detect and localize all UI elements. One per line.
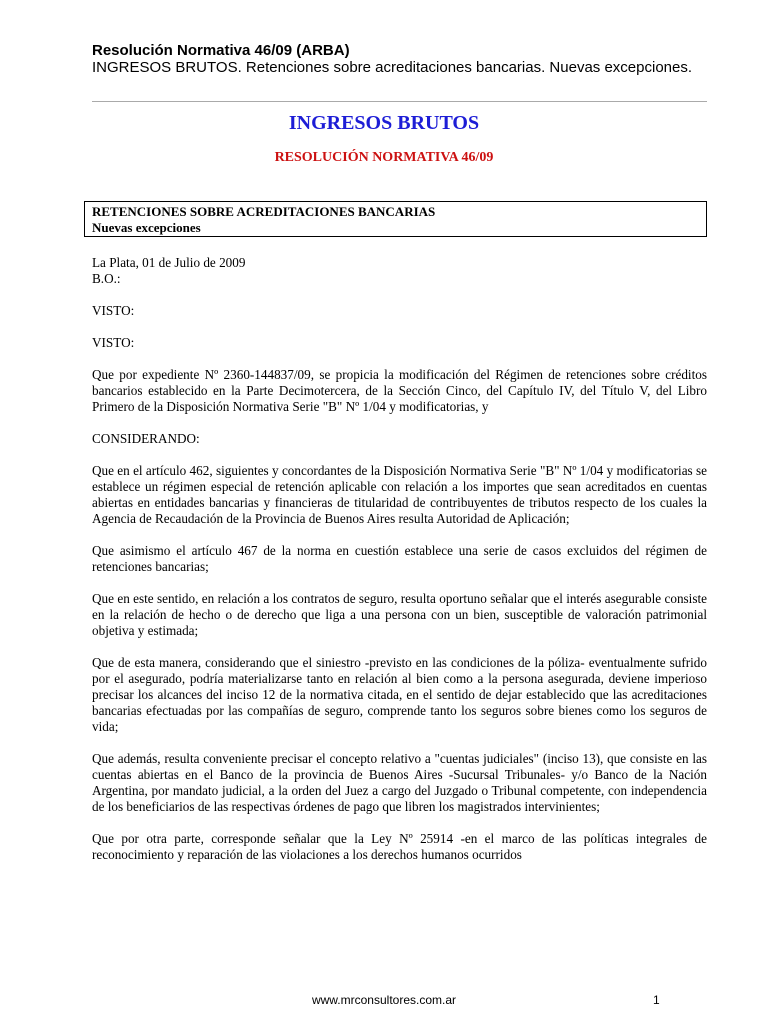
document-title: INGRESOS BRUTOS <box>288 112 480 134</box>
considerando-heading: CONSIDERANDO: <box>92 431 200 446</box>
topic-box-heading: RETENCIONES SOBRE ACREDITACIONES BANCARIAS <box>92 204 436 219</box>
header-subtitle: INGRESOS BRUTOS. Retenciones sobre acreditaciones bancarias. Nuevas excepciones. <box>92 59 693 76</box>
paragraph-articulo-467: Que asimismo el artículo 467 de la norma en cuestión establece una serie de casos excluidos del régimen de retenciones bancarias; <box>92 543 707 574</box>
paragraph-ley-25914: Que por otra parte, corresponde señalar que la Ley Nº 25914 -en el marco de las políticas integrales de reconocimiento y reparación de las violaciones a los derechos humanos ocurridos <box>92 831 707 862</box>
header-title: Resolución Normativa 46/09 (ARBA) <box>92 42 350 59</box>
document-body <box>92 255 707 879</box>
paragraph-expediente: Que por expediente Nº 2360-144837/09, se propicia la modificación del Régimen de retenciones sobre créditos bancarios establecido en la Parte Decimotercera, de la Sección Cinco, del Capítulo IV, del Título V, del Libro Primero de la Disposición Normativa Serie "B" Nº 1/04 y modificatorias, y <box>92 367 707 414</box>
header-divider <box>92 101 707 102</box>
topic-box-subheading: Nuevas excepciones <box>92 220 201 235</box>
footer-url: www.mrconsultores.com.ar <box>311 993 457 1007</box>
page-header <box>92 42 707 76</box>
visto-heading-repeat: VISTO: <box>92 335 135 350</box>
visto-heading: VISTO: <box>92 303 135 318</box>
paragraph-contratos-seguro: Que en este sentido, en relación a los contratos de seguro, resulta oportuno señalar que el interés asegurable consiste en la relación de hecho o de derecho que liga a una persona con un bien, susceptible de valoración patrimonial objetiva y estimada; <box>92 591 707 638</box>
paragraph-siniestro: Que de esta manera, considerando que el siniestro -previsto en las condiciones de la póliza- eventualmente sufrido por el asegurado, podría materializarse tanto en relación al bien como a la persona asegurada, deviene imperioso precisar los alcances del inciso 12 de la normativa citada, en el sentido de dejar establecido que las acreditaciones bancarias efectuadas por las compañías de seguro, comprende tanto los seguros sobre bienes como los seguros de vida; <box>92 655 707 734</box>
document-subtitle: RESOLUCIÓN NORMATIVA 46/09 <box>274 150 494 165</box>
paragraph-cuentas-judiciales: Que además, resulta conveniente precisar el concepto relativo a "cuentas judiciales" (inciso 13), que consiste en las cuentas abiertas en el Banco de la provincia de Buenos Aires -Sucursal Tribunales- y/o Banco de la Nación Argentina, por mandato judicial, a la orden del Juez a cargo del Juzgado o Tribunal competente, con independencia de los beneficiarios de las respectivas órdenes de pago que libren los magistrados intervinientes; <box>92 751 707 814</box>
document-date: La Plata, 01 de Julio de 2009 <box>92 255 246 270</box>
paragraph-articulo-462: Que en el artículo 462, siguientes y concordantes de la Disposición Normativa Serie "B" Nº 1/04 y modificatorias se establece un régimen especial de retención aplicable con relación a los importes que sean acreditados en cuentas abiertas en entidades bancarias y financieras de titularidad de contribuyentes de tributos respecto de los cuales la Agencia de Recaudación de la Provincia de Buenos Aires resulta Autoridad de Aplicación; <box>92 463 707 526</box>
page-number: 1 <box>653 993 660 1007</box>
document-bo: B.O.: <box>92 271 121 286</box>
topic-box <box>84 201 707 237</box>
